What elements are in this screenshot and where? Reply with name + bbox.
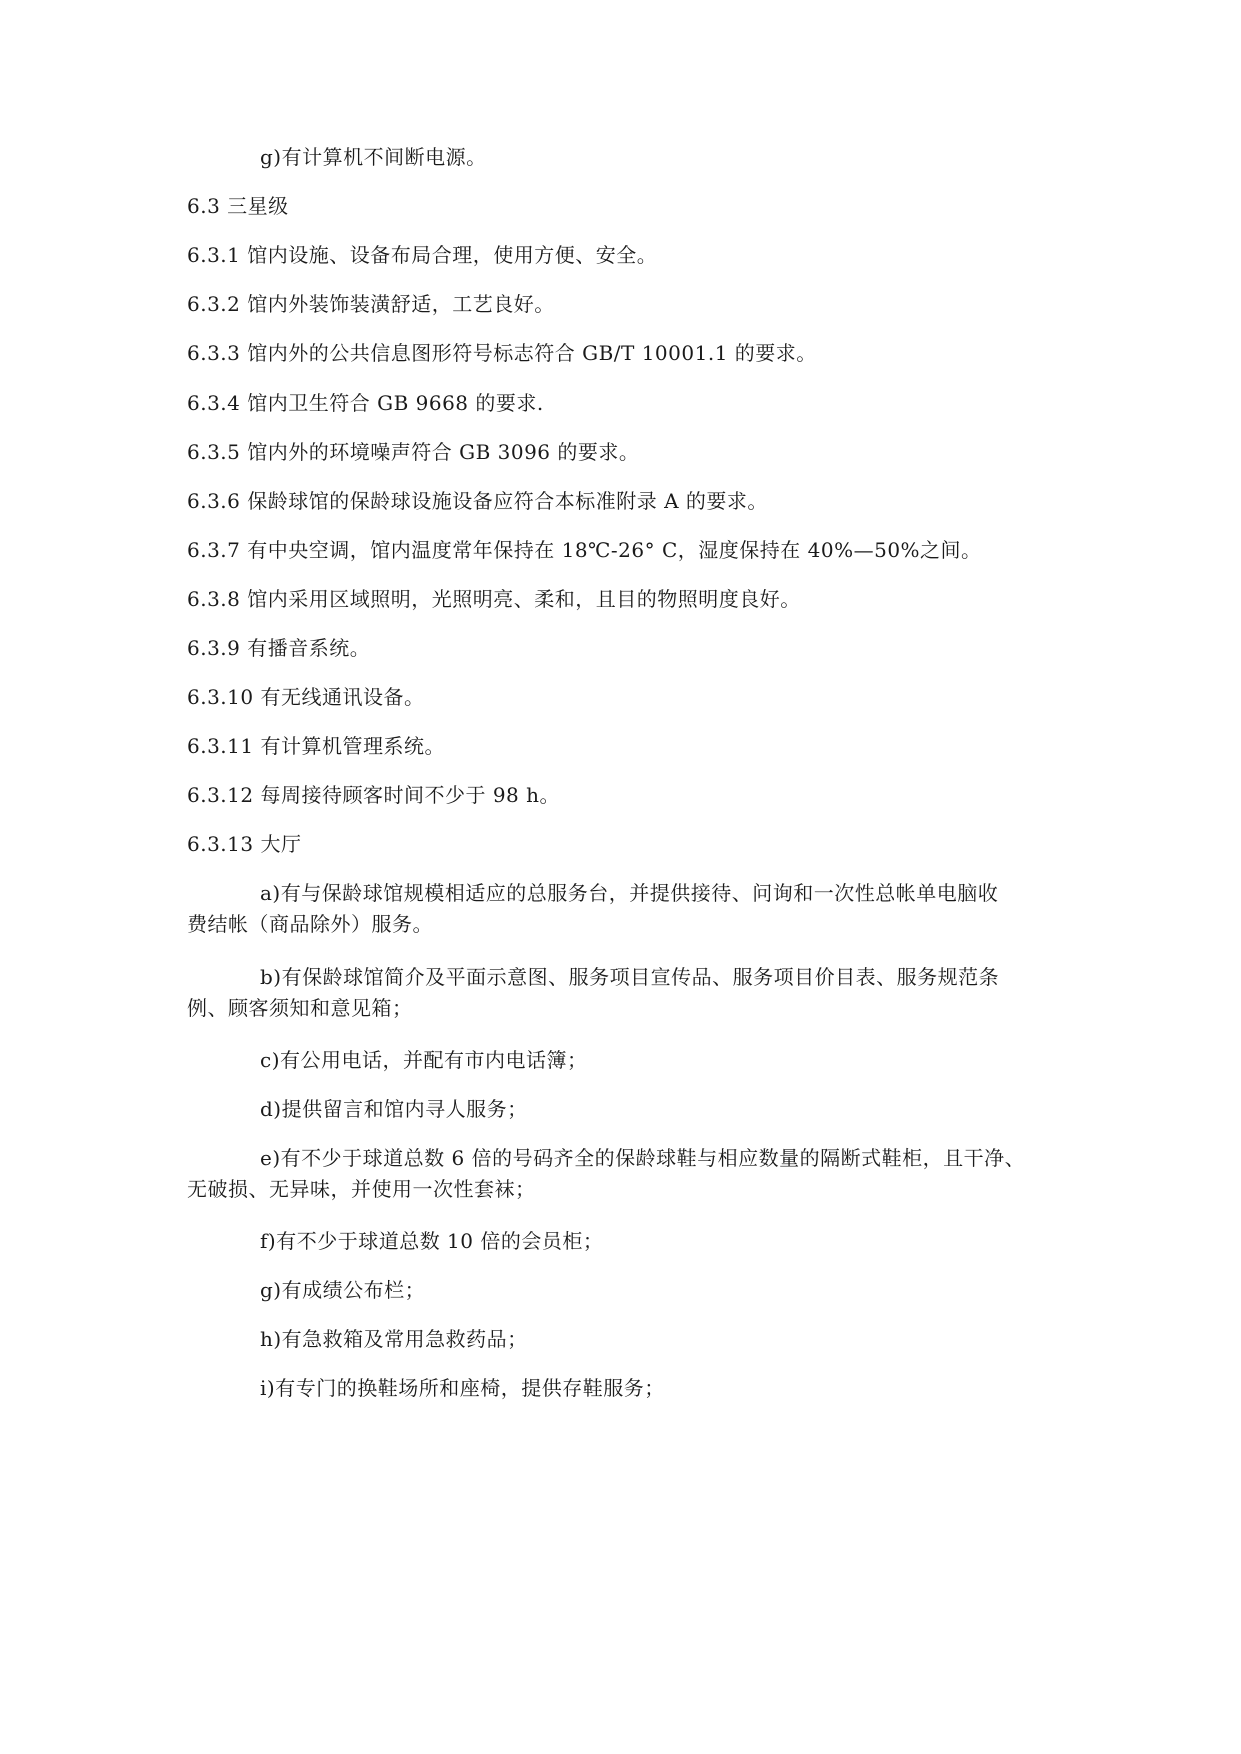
list-item: f)有不少于球道总数 10 倍的会员柜； xyxy=(260,1229,604,1253)
list-item-continuation: 无破损、无异味，并使用一次性套袜； xyxy=(187,1177,536,1201)
list-item: h)有急救箱及常用急救药品； xyxy=(260,1327,528,1351)
text-line: 6.3.3 馆内外的公共信息图形符号标志符合 GB/T 10001.1 的要求。 xyxy=(187,341,817,365)
list-item: b)有保龄球馆简介及平面示意图、服务项目宣传品、服务项目价目表、服务规范条 xyxy=(260,965,1000,989)
text-line: 6.3.1 馆内设施、设备布局合理，使用方便、安全。 xyxy=(187,243,658,267)
list-item-continuation: 费结帐（商品除外）服务。 xyxy=(187,912,433,936)
text-line: 6.3.4 馆内卫生符合 GB 9668 的要求. xyxy=(187,391,544,415)
text-line: 6.3.9 有播音系统。 xyxy=(187,636,371,660)
section-heading: 6.3 三星级 xyxy=(187,194,289,218)
text-line: 6.3.8 馆内采用区域照明，光照明亮、柔和，且目的物照明度良好。 xyxy=(187,587,801,611)
text-line: 6.3.7 有中央空调，馆内温度常年保持在 18℃-26° C，湿度保持在 40%—50%之间。 xyxy=(187,538,982,562)
list-item: a)有与保龄球馆规模相适应的总服务台，并提供接待、问询和一次性总帐单电脑收 xyxy=(260,881,999,905)
text-line: 6.3.11 有计算机管理系统。 xyxy=(187,734,445,758)
list-item: i)有专门的换鞋场所和座椅，提供存鞋服务； xyxy=(260,1376,665,1400)
list-item: d)提供留言和馆内寻人服务； xyxy=(260,1097,528,1121)
list-item: c)有公用电话，并配有市内电话簿； xyxy=(260,1048,588,1072)
text-line: 6.3.6 保龄球馆的保龄球设施设备应符合本标准附录 A 的要求。 xyxy=(187,489,768,513)
section-heading: 6.3.13 大厅 xyxy=(187,832,302,856)
list-item: g)有成绩公布栏； xyxy=(260,1278,426,1302)
list-item-continuation: 例、顾客须知和意见箱； xyxy=(187,996,413,1020)
text-line: 6.3.12 每周接待顾客时间不少于 98 h。 xyxy=(187,783,561,807)
text-line: 6.3.2 馆内外装饰装潢舒适，工艺良好。 xyxy=(187,292,555,316)
text-line: 6.3.5 馆内外的环境噪声符合 GB 3096 的要求。 xyxy=(187,440,640,464)
text-line: 6.3.10 有无线通讯设备。 xyxy=(187,685,425,709)
list-item: e)有不少于球道总数 6 倍的号码齐全的保龄球鞋与相应数量的隔断式鞋柜，且干净、 xyxy=(260,1146,1026,1170)
text-line: g)有计算机不间断电源。 xyxy=(260,145,487,169)
